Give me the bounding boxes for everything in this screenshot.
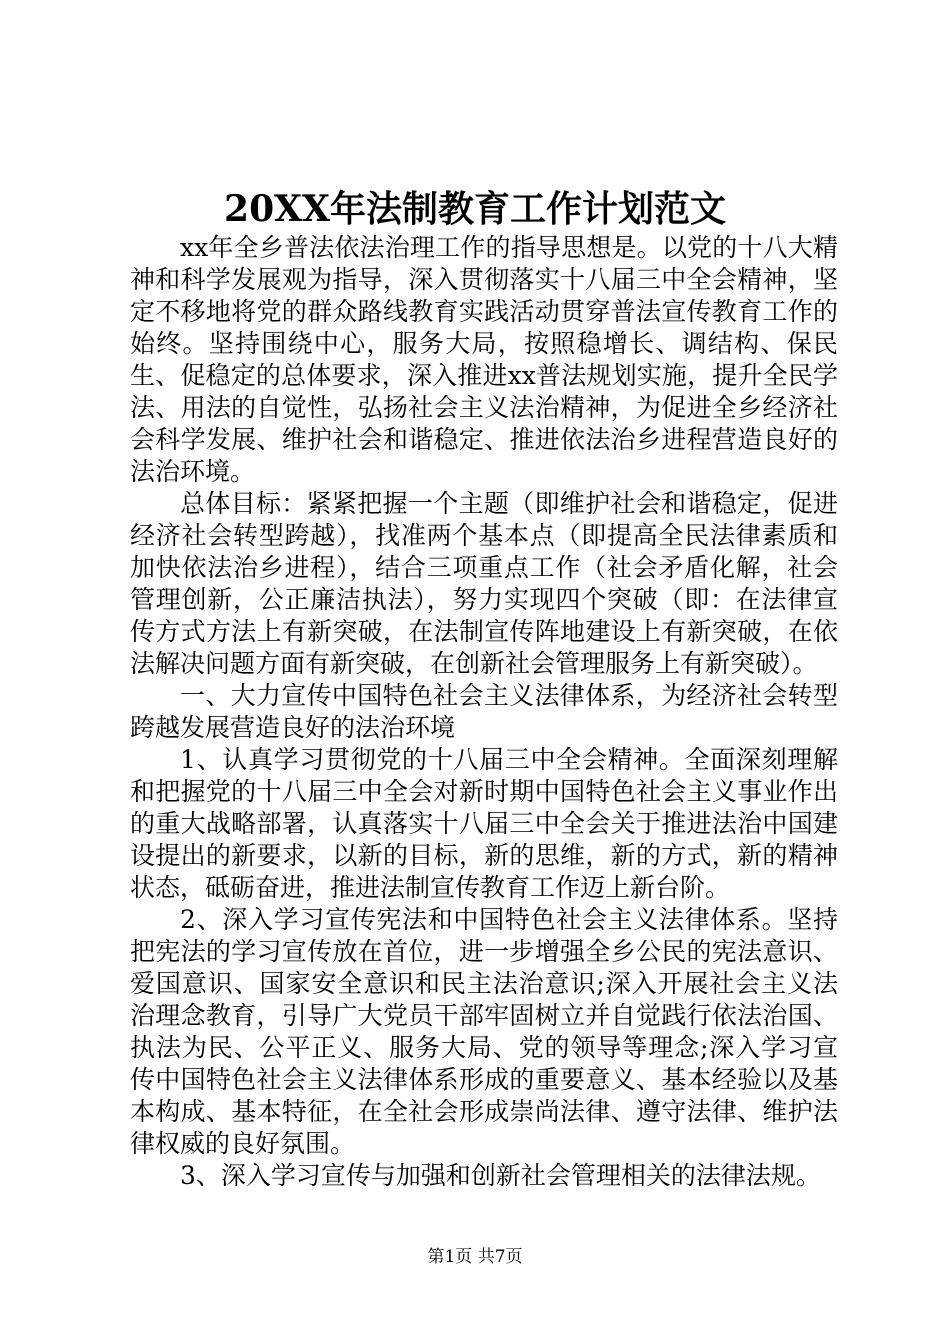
paragraph-item-2: 2、深入学习宣传宪法和中国特色社会主义法律体系。坚持把宪法的学习宣传放在首位，进一步增强全乡公民的宪法意识、爱国意识、国家安全意识和民主法治意识;深入开展社会主义法治理念教育，引导广大党员干部牢固树立并自觉践行依法治国、执法为民、公平正义、服务大局、党的领导等理念;深入学习宣传中国特色社会主义法律体系形成的重要意义、基本经验以及基本构成、基本特征，在全社会形成崇尚法律、遵守法律、维护法律权威的良好氛围。 bbox=[130, 905, 838, 1158]
paragraph-item-1: 1、认真学习贯彻党的十八届三中全会精神。全面深刻理解和把握党的十八届三中全会对新时期中国特色社会主义事业作出的重大战略部署，认真落实十八届三中全会关于推进法治中国建设提出的新要求，以新的目标，新的思维，新的方式，新的精神状态，砥砺奋进，推进法制宣传教育工作迈上新台阶。 bbox=[130, 745, 838, 902]
page-footer: 第1页 共7页 bbox=[427, 1247, 523, 1267]
paragraph-overall-goal: 总体目标：紧紧把握一个主题（即维护社会和谐稳定，促进经济社会转型跨越），找准两个基本点（即提高全民法律素质和加快依法治乡进程），结合三项重点工作（社会矛盾化解，社会管理创新，公正廉洁执法），努力实现四个突破（即：在法律宣传方式方法上有新突破，在法制宣传阵地建设上有新突破，在依法解决问题方面有新突破，在创新社会管理服务上有新突破）。 bbox=[130, 489, 838, 678]
document-title: 20XX年法制教育工作计划范文 bbox=[224, 188, 726, 230]
section-heading-one: 一、大力宣传中国特色社会主义法律体系，为经济社会转型跨越发展营造良好的法治环境 bbox=[130, 681, 838, 742]
paragraph-guiding-ideology: xx年全乡普法依法治理工作的指导思想是。以党的十八大精神和科学发展观为指导，深入贯彻落实十八届三中全会精神，坚定不移地将党的群众路线教育实践活动贯穿普法宣传教育工作的始终。坚持围绕中心，服务大局，按照稳增长、调结构、保民生、促稳定的总体要求，深入推进xx普法规划实施，提升全民学法、用法的自觉性，弘扬社会主义法治精神，为促进全乡经济社会科学发展、维护社会和谐稳定、推进依法治乡进程营造良好的法治环境。 bbox=[130, 233, 838, 486]
paragraph-item-3: 3、深入学习宣传与加强和创新社会管理相关的法律法规。 bbox=[180, 1161, 821, 1190]
document-body bbox=[130, 232, 838, 1192]
